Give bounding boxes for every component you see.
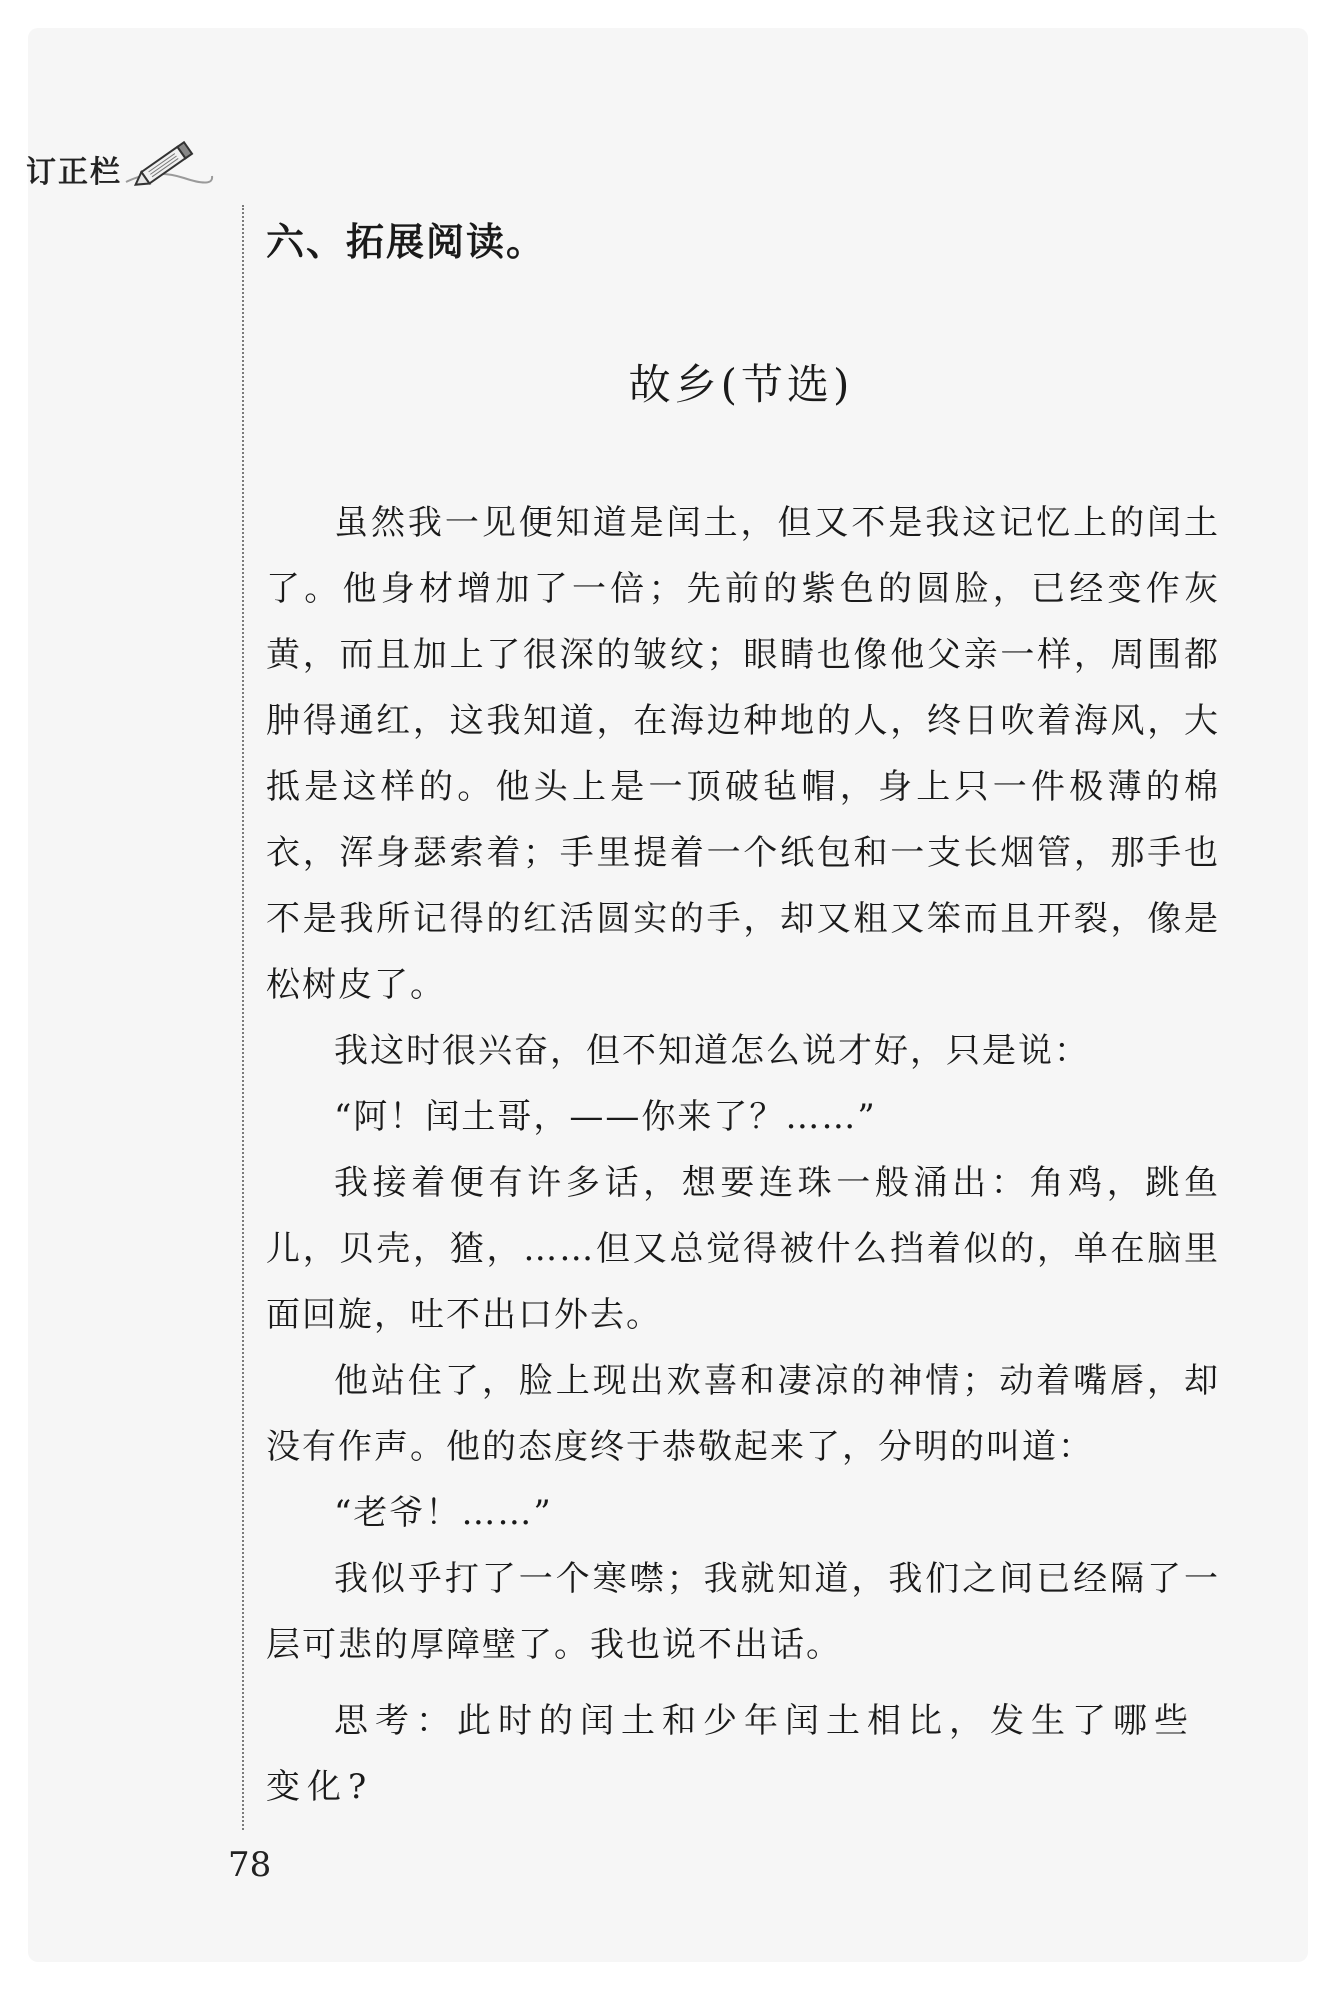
paragraph: “老爷！……” bbox=[334, 1493, 553, 1533]
passage-title: 故乡(节选) bbox=[628, 360, 854, 409]
paragraph: 他站住了，脸上现出欢喜和凄凉的神情；动着嘴唇，却没有作声。他的态度终于恭敬起来了，分明的叫道： bbox=[266, 1361, 1220, 1467]
paragraph: 我接着便有许多话，想要连珠一般涌出：角鸡，跳鱼儿，贝壳，猹，……但又总觉得被什么挡着似的，单在脑里面回旋，吐不出口外去。 bbox=[266, 1163, 1220, 1335]
section-heading: 六、拓展阅读。 bbox=[266, 220, 547, 264]
page-number: 78 bbox=[228, 1845, 272, 1885]
pencil-icon bbox=[124, 138, 214, 188]
paragraph: 我似乎打了一个寒噤；我就知道，我们之间已经隔了一层可悲的厚障壁了。我也说不出话。 bbox=[266, 1559, 1220, 1665]
paragraph: 我这时很兴奋，但不知道怎么说才好，只是说： bbox=[334, 1031, 1090, 1071]
correction-column-header bbox=[26, 138, 214, 188]
margin-dotted-line bbox=[242, 205, 244, 1830]
paragraph: 虽然我一见便知道是闰土，但又不是我这记忆上的闰土了。他身材增加了一倍；先前的紫色的圆脸，已经变作灰黄，而且加上了很深的皱纹；眼睛也像他父亲一样，周围都肿得通红，这我知道，在海边种地的人，终日吹着海风，大抵是这样的。他头上是一顶破毡帽，身上只一件极薄的棉衣，浑身瑟索着；手里提着一个纸包和一支长烟管，那手也不是我所记得的红活圆实的手，却又粗又笨而且开裂，像是松树皮了。 bbox=[266, 503, 1220, 1005]
paragraph: “阿！闰土哥，——你来了？……” bbox=[334, 1097, 877, 1137]
correction-label: 订正栏 bbox=[26, 155, 122, 190]
thinking-question: 思考：此时的闰土和少年闰土相比，发生了哪些变化? bbox=[266, 1701, 1195, 1807]
passage-body bbox=[266, 490, 1220, 1678]
